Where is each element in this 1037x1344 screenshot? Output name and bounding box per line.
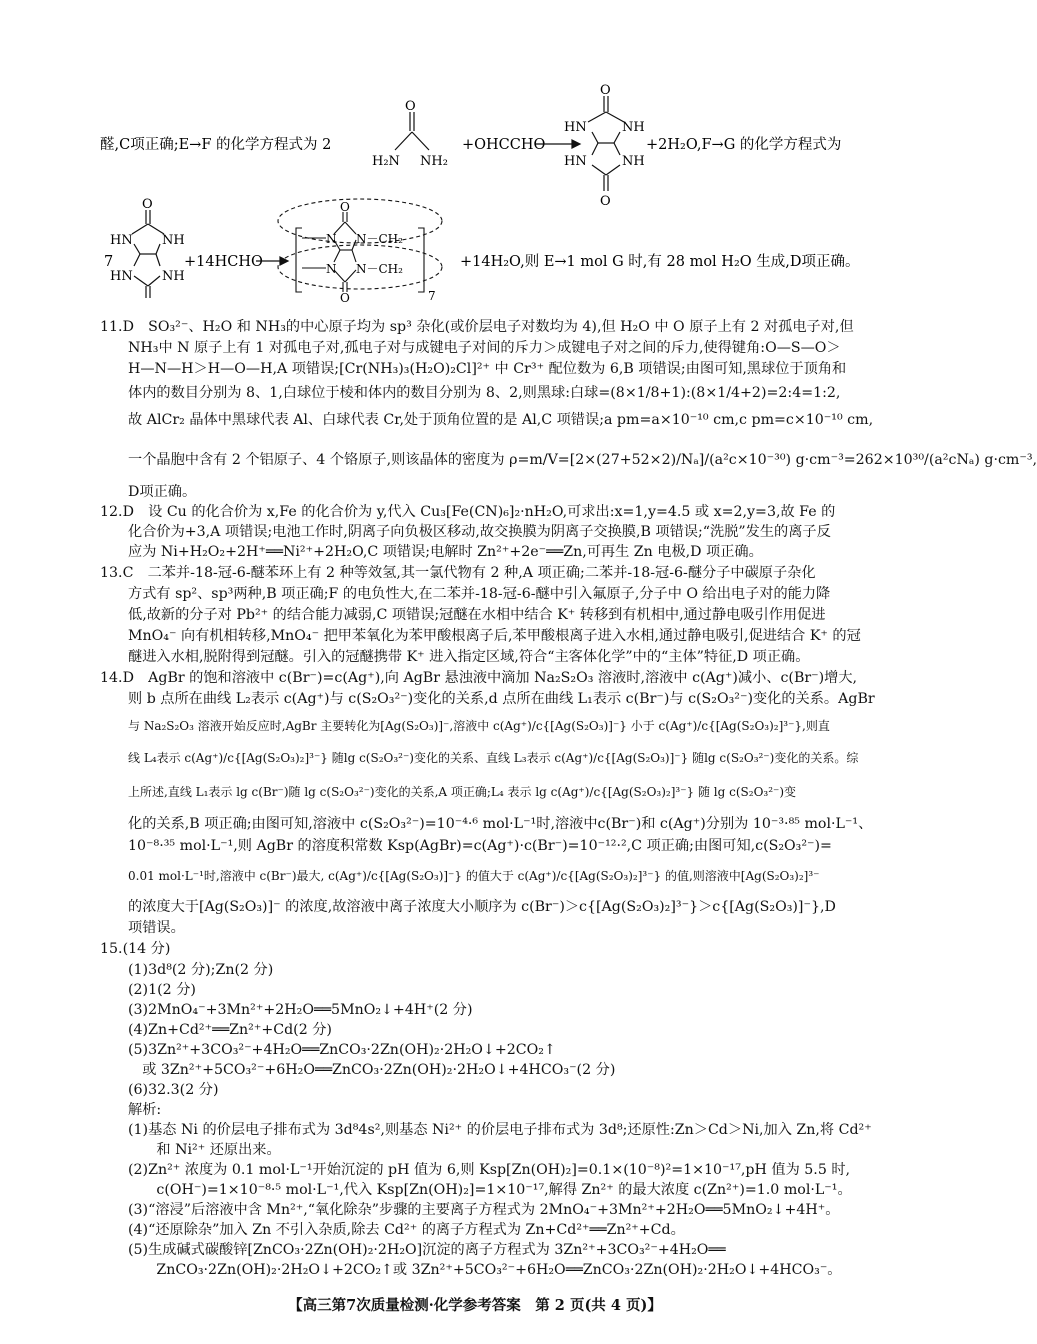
text-line: (4)“还原除杂”加入 Zn 不引入杂质,除去 Cd²⁺ 的离子方程式为 Zn+Cd²⁺══Zn²⁺+Cd。 — [128, 1222, 685, 1238]
poly-nch2-1: N－CH₂ — [356, 232, 403, 246]
reaction-text-1: 醛,C项正确;E→F 的化学方程式为 2 — [100, 137, 332, 153]
text-line: ZnCO₃·2Zn(OH)₂·2H₂O↓+2CO₂↑或 3Zn²⁺+5CO₃²⁻+6H₂O══ZnCO₃·2Zn(OH)₂·2H₂O↓+4HCO₃⁻。 — [128, 1262, 842, 1278]
text-line: D项正确。 — [128, 484, 197, 500]
text-line: (2)Zn²⁺ 浓度为 0.1 mol·L⁻¹开始沉淀的 pH 值为 6,则 Ksp[Zn(OH)₂]=0.1×(10⁻⁸)²=1×10⁻¹⁷,pH 值为 5.5 时, — [128, 1162, 851, 1178]
page-footer: 【高三第7次质量检测·化学参考答案 第 2 页(共 4 页)】 — [288, 1297, 662, 1314]
g2-o-top: O — [142, 197, 153, 212]
text-line: 化的关系,B 项正确;由图可知,溶液中 c(S₂O₃²⁻)=10⁻⁴·⁶ mol·L⁻¹时,溶液中c(Br⁻)和 c(Ag⁺)分别为 10⁻³·⁸⁵ mol·L⁻¹、 — [128, 816, 873, 832]
text-line: 化合价为+3,A 项错误;电池工作时,阴离子向负极区移动,故交换膜为阴离子交换膜,B 项错误;“洗脱”发生的离子反 — [128, 524, 831, 540]
text-line: 和 Ni²⁺ 还原出来。 — [128, 1142, 281, 1158]
coef-7: 7 — [104, 254, 114, 270]
text-line: (4)Zn+Cd²⁺══Zn²⁺+Cd(2 分) — [128, 1022, 332, 1038]
poly-o-top: O — [340, 200, 350, 214]
text-line: (3)“溶浸”后溶液中含 Mn²⁺,“氧化除杂”步骤的主要离子方程式为 2MnO₄⁻+3Mn²⁺+2H₂O══5MnO₂↓+4H⁺。 — [128, 1202, 840, 1218]
poly-n-2: N — [326, 262, 337, 276]
text-line: (5)生成碱式碳酸锌[ZnCO₃·2Zn(OH)₂·2H₂O]沉淀的离子方程式为 3Zn²⁺+3CO₃²⁻+4H₂O══ — [128, 1242, 726, 1258]
glycoluril-o-top: O — [600, 83, 611, 98]
g2-hn-2: HN — [110, 269, 133, 284]
text-line: 10⁻⁸·³⁵ mol·L⁻¹,则 AgBr 的溶度积常数 Ksp(AgBr)=c(Ag⁺)·c(Br⁻)=10⁻¹²·²,C 项正确;由图可知,c(S₂O₃²⁻)= — [128, 838, 832, 854]
text-line: 与 Na₂S₂O₃ 溶液开始反应时,AgBr 主要转化为[Ag(S₂O₃)]⁻,溶液中 c(Ag⁺)/c{[Ag(S₂O₃)]⁻} 小于 c(Ag⁺)/c{[Ag(S₂O₃)₂]³⁻},则直 — [128, 719, 830, 733]
text-line: 醚进入水相,脱附得到冠醚。引入的冠醚携带 K⁺ 进入指定区域,符合“主客体化学”中的“主体”特征,D 项正确。 — [128, 649, 810, 665]
glycoluril-structure-2 — [132, 210, 164, 298]
text-line: H—N—H＞H—O—H,A 项错误;[Cr(NH₃)₃(H₂O)₂Cl]²⁺ 中 Cr³⁺ 配位数为 6,B 项错误;由图可知,黑球位于顶角和 — [128, 361, 847, 377]
glycoluril-hn-1: HN — [564, 120, 587, 135]
reaction-text-2: +14H₂O,则 E→1 mol G 时,有 28 mol H₂O 生成,D项正确。 — [460, 254, 860, 270]
text-line: 项错误。 — [128, 920, 185, 936]
text-line: (2)1(2 分) — [128, 982, 196, 998]
g2-hn-1: HN — [110, 233, 133, 248]
glycoluril-hn-2: HN — [564, 154, 587, 169]
text-line: 的浓度大于[Ag(S₂O₃)]⁻ 的浓度,故溶液中离子浓度大小顺序为 c(Br⁻)＞c{[Ag(S₂O₃)₂]³⁻}＞c{[Ag(S₂O₃)]⁻},D — [128, 899, 836, 915]
text-line: 或 3Zn²⁺+5CO₃²⁻+6H₂O══ZnCO₃·2Zn(OH)₂·2H₂O↓+4HCO₃⁻(2 分) — [128, 1062, 616, 1078]
glycoluril-nh-1: NH — [622, 120, 645, 135]
poly-n-1: N — [326, 232, 337, 246]
reaction-scheme — [0, 0, 950, 305]
urea-o: O — [405, 99, 416, 114]
text-line: NH₃中 N 原子上有 1 对孤电子对,孤电子对与成键电子对间的斥力＞成键电子对之间的斥力,使得键角:O—S—O＞ — [128, 340, 841, 356]
text-line: (3)2MnO₄⁻+3Mn²⁺+2H₂O══5MnO₂↓+4H⁺(2 分) — [128, 1002, 473, 1018]
text-line: (1)基态 Ni 的价层电子排布式为 3d⁸4s²,则基态 Ni²⁺ 的价层电子排布式为 3d⁸;还原性:Zn＞Cd＞Ni,加入 Zn,将 Cd²⁺ — [128, 1122, 872, 1138]
text-line: 体内的数目分别为 8、1,白球位于棱和体内的数目分别为 8、2,则黑球:白球=(8×1/8+1):(8×1/4+2)=2:4=1:2, — [128, 385, 841, 401]
text-line: 一个晶胞中含有 2 个铝原子、4 个铬原子,则该晶体的密度为 ρ=m/V=[2×(27+52×2)/Nₐ]/(a²c×10⁻³⁰) g·cm⁻³=262×10³⁰/(a²cNₐ) g·cm⁻³, — [128, 452, 1037, 468]
urea-h2n: H₂N — [372, 154, 400, 169]
text-line: c(OH⁻)=1×10⁻⁸·⁵ mol·L⁻¹,代入 Ksp[Zn(OH)₂]=1×10⁻¹⁷,解得 Zn²⁺ 的最大浓度 c(Zn²⁺)=1.0 mol·L⁻¹。 — [128, 1182, 852, 1198]
text-line: 应为 Ni+H₂O₂+2H⁺══Ni²⁺+2H₂O,C 项错误;电解时 Zn²⁺+2e⁻══Zn,可再生 Zn 电极,D 项正确。 — [128, 544, 763, 560]
text-line: 13.C 二苯并-18-冠-6-醚苯环上有 2 种等效氢,其一氯代物有 2 种,A 项正确;二苯并-18-冠-6-醚分子中碳原子杂化 — [100, 565, 816, 581]
text-line: MnO₄⁻ 向有机相转移,MnO₄⁻ 把甲苯氧化为苯甲酸根离子后,苯甲酸根离子进入水相,通过静电吸引,促进结合 K⁺ 的冠 — [128, 628, 861, 644]
glycoluril-structure — [588, 96, 624, 191]
text-line: 低,故新的分子对 Pb²⁺ 的结合能力减弱,C 项错误;冠醚在水相中结合 K⁺ 转移到有机相中,通过静电吸引作用促进 — [128, 607, 826, 623]
text-line: 方式有 sp²、sp³两种,B 项正确;F 的电负性大,在二苯并-18-冠-6-醚中引入氟原子,分子中 O 给出电子对的能力降 — [128, 586, 831, 602]
text-line: 解析: — [128, 1102, 162, 1118]
reaction-text-1b: +2H₂O,F→G 的化学方程式为 — [646, 137, 842, 153]
poly-subscript-7: 7 — [428, 289, 436, 303]
text-line: 线 L₄表示 c(Ag⁺)/c{[Ag(S₂O₃)₂]³⁻} 随lg c(S₂O₃²⁻)变化的关系、直线 L₃表示 c(Ag⁺)/c{[Ag(S₂O₃)]⁻} 随lg c(S₂O₃²⁻)变化的关系。综 — [128, 751, 859, 765]
text-line: 11.D SO₃²⁻、H₂O 和 NH₃的中心原子均为 sp³ 杂化(或价层电子对数均为 4),但 H₂O 中 O 原子上有 2 对孤电子对,但 — [100, 319, 854, 335]
plus-hcho: +14HCHO — [184, 254, 263, 270]
glycoluril-o-bottom: O — [600, 194, 611, 209]
plus-ohccho: +OHCCHO — [462, 137, 546, 153]
text-line: (5)3Zn²⁺+3CO₃²⁻+4H₂O══ZnCO₃·2Zn(OH)₂·2H₂O↓+2CO₂↑ — [128, 1042, 556, 1058]
g2-nh-2: NH — [162, 269, 185, 284]
g2-nh-1: NH — [162, 233, 185, 248]
poly-o-bottom: O — [340, 291, 350, 305]
text-line: 故 AlCr₂ 晶体中黑球代表 Al、白球代表 Cr,处于顶角位置的是 Al,C 项错误;a pm=a×10⁻¹⁰ cm,c pm=c×10⁻¹⁰ cm, — [128, 412, 874, 428]
urea-nh2: NH₂ — [420, 154, 448, 169]
text-line: 12.D 设 Cu 的化合价为 x,Fe 的化合价为 y,代入 Cu₃[Fe(CN)₆]₂·nH₂O,可求出:x=1,y=4.5 或 x=2,y=3,故 Fe 的 — [100, 504, 836, 520]
poly-nch2-2: N－CH₂ — [356, 262, 403, 276]
text-line: (6)32.3(2 分) — [128, 1082, 219, 1098]
urea-structure — [395, 112, 429, 150]
text-line: (1)3d⁸(2 分);Zn(2 分) — [128, 962, 274, 978]
text-line: 则 b 点所在曲线 L₂表示 c(Ag⁺)与 c(S₂O₃²⁻)变化的关系,d 点所在曲线 L₁表示 c(Br⁻)与 c(S₂O₃²⁻)变化的关系。AgBr — [128, 691, 875, 707]
text-line: 14.D AgBr 的饱和溶液中 c(Br⁻)=c(Ag⁺),向 AgBr 悬浊液中滴加 Na₂S₂O₃ 溶液时,溶液中 c(Ag⁺)减小、c(Br⁻)增大, — [100, 670, 858, 686]
text-line: 15.(14 分) — [100, 941, 171, 957]
text-line: 上所述,直线 L₁表示 lg c(Br⁻)随 lg c(S₂O₃²⁻)变化的关系,A 项正确;L₄ 表示 lg c(Ag⁺)/c{[Ag(S₂O₃)₂]³⁻} 随 lg c(S₂O₃²⁻)变 — [128, 785, 797, 799]
glycoluril-nh-2: NH — [622, 154, 645, 169]
text-line: 0.01 mol·L⁻¹时,溶液中 c(Br⁻)最大, c(Ag⁺)/c{[Ag(S₂O₃)]⁻} 的值大于 c(Ag⁺)/c{[Ag(S₂O₃)₂]³⁻} 的值,则溶液中[Ag(S₂O₃)₂]³⁻ — [128, 869, 820, 883]
